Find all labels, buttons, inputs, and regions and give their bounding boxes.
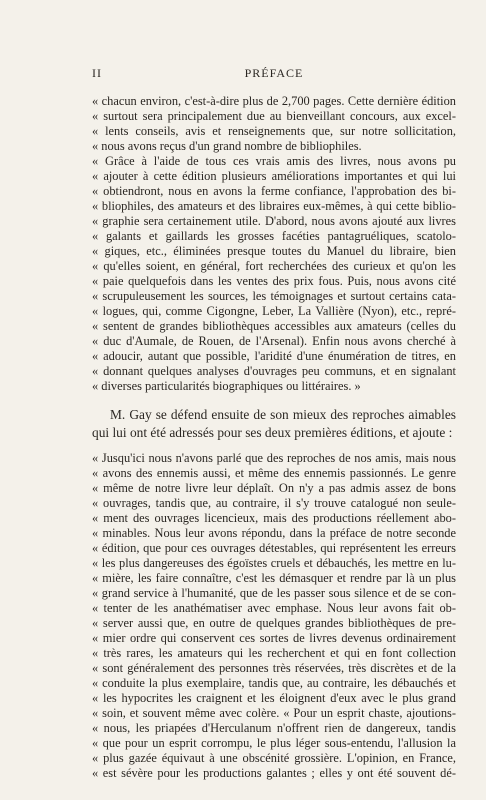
quote-line: « graphie sera certainement utile. D'abord, nous avons ajouté aux livres [92, 214, 456, 228]
quote-line: « bliophiles, des amateurs et des libraires eux-mêmes, à qui cette biblio- [92, 199, 456, 213]
quote-line: « Jusqu'ici nous n'avons parlé que des reproches de nos amis, mais nous [92, 451, 456, 465]
quote-line: « minables. Nous leur avons répondu, dans la préface de notre seconde [92, 526, 456, 540]
quote-line: « plus gazée équivaut à une obscénité grossière. L'opinion, en France, [92, 751, 456, 765]
quote-line: « grand service à l'humanité, que de les passer sous silence et de se con- [92, 586, 456, 600]
quote-line: « conduite la plus exemplaire, tandis que, au contraire, les débauchés et [92, 676, 456, 690]
page-header [92, 66, 456, 82]
quote-line: « que pour un esprit corrompu, le plus léger sous-entendu, l'allusion la [92, 736, 456, 750]
quote-line: « scrupuleusement les sources, les témoignages et surtout certains cata- [92, 289, 456, 303]
quote-line: « édition, que pour ces ouvrages détestables, qui représentent les erreurs [92, 541, 456, 555]
page-number: II [92, 66, 102, 80]
quote-line: « sentent de grandes bibliothèques accessibles aux amateurs (celles du [92, 319, 456, 333]
quote-line: « galants et gaillards les grosses facéties pantagruéliques, scatolo- [92, 229, 456, 243]
quote-line: « logues, qui, comme Cigongne, Leber, La Vallière (Nyon), etc., repré- [92, 304, 456, 318]
quote-line: « obtiendront, nous en avons la ferme confiance, l'approbation des bi- [92, 184, 456, 198]
body-line: qui lui ont été adressés pour ses deux premières éditions, et ajoute : [92, 425, 453, 440]
quote-line: « même de notre livre leur déplaît. On n'y a pas admis assez de bons [92, 481, 456, 495]
quote-line: « très rares, les amateurs qui les recherchent et qui en font collection [92, 646, 456, 660]
quote-line: « mière, les faire connaître, c'est les démasquer et rendre par là un plus [92, 571, 456, 585]
quote-line: « qu'elles soient, en général, fort recherchées des curieux et qu'on les [92, 259, 456, 273]
quote-line: « mier ordre qui conservent ces sortes de livres devenus ordinairement [92, 631, 456, 645]
running-title: PRÉFACE [244, 66, 304, 80]
quote-line: « les hypocrites les craignent et les éloignent d'eux avec le plus grand [92, 691, 456, 705]
quote-line: « nous, les priapées d'Herculanum n'offrent rien de dangereux, tandis [92, 721, 456, 735]
quote-line: « giques, etc., éliminées presque toutes du Manuel du libraire, bien [92, 244, 456, 258]
quote-line: « adoucir, autant que possible, l'aridité d'une énumération de titres, en [92, 349, 456, 363]
quote-line: « avons des ennemis aussi, et même des ennemis passionnés. Le genre [92, 466, 456, 480]
quote-line: « donnant quelques analyses d'ouvrages peu communs, et en signalant [92, 364, 456, 378]
quote-line: « paie quelquefois dans les ventes des prix fous. Puis, nous avons cité [92, 274, 456, 288]
quote-line: « sont généralement des personnes très réservées, très discrètes et de la [92, 661, 456, 675]
quote-line: « est sévère pour les productions galantes ; elles y ont été souvent dé- [92, 766, 456, 780]
quote-line: « chacun environ, c'est-à-dire plus de 2,700 pages. Cette dernière édition [92, 94, 456, 108]
body-line: M. Gay se défend ensuite de son mieux des reproches aimables [110, 407, 456, 422]
quote-line: « Grâce à l'aide de tous ces vrais amis des livres, nous avons pu [92, 154, 456, 168]
quote-line: « ment des ouvrages licencieux, mais des productions réellement abo- [92, 511, 456, 525]
quote-line: « server aussi que, en outre de quelques grandes bibliothèques de pre- [92, 616, 456, 630]
quote-line: « les plus dangereuses des égoïstes cruels et débauchés, les mettre en lu- [92, 556, 456, 570]
quote-line: « surtout sera principalement due au bienveillant concours, aux excel- [92, 109, 456, 123]
quote-line: « nous avons reçus d'un grand nombre de bibliophiles. [92, 139, 362, 153]
quote-line: « lents conseils, avis et renseignements que, sur notre sollicitation, [92, 124, 456, 138]
quote-line: « diverses particularités biographiques ou littéraires. » [92, 379, 361, 393]
quote-line: « duc d'Aumale, de Rouen, de l'Arsenal). Enfin nous avons cherché à [92, 334, 456, 348]
quote-line: « ajouter à cette édition plusieurs améliorations importantes et qui lui [92, 169, 456, 183]
quote-line: « soin, et souvent même avec colère. « Pour un esprit chaste, ajoutions- [92, 706, 456, 720]
quote-line: « tenter de les anathématiser avec emphase. Nous leur avons fait ob- [92, 601, 456, 615]
quote-line: « ouvrages, tandis que, au contraire, il s'y trouve catalogué non seule- [92, 496, 456, 510]
